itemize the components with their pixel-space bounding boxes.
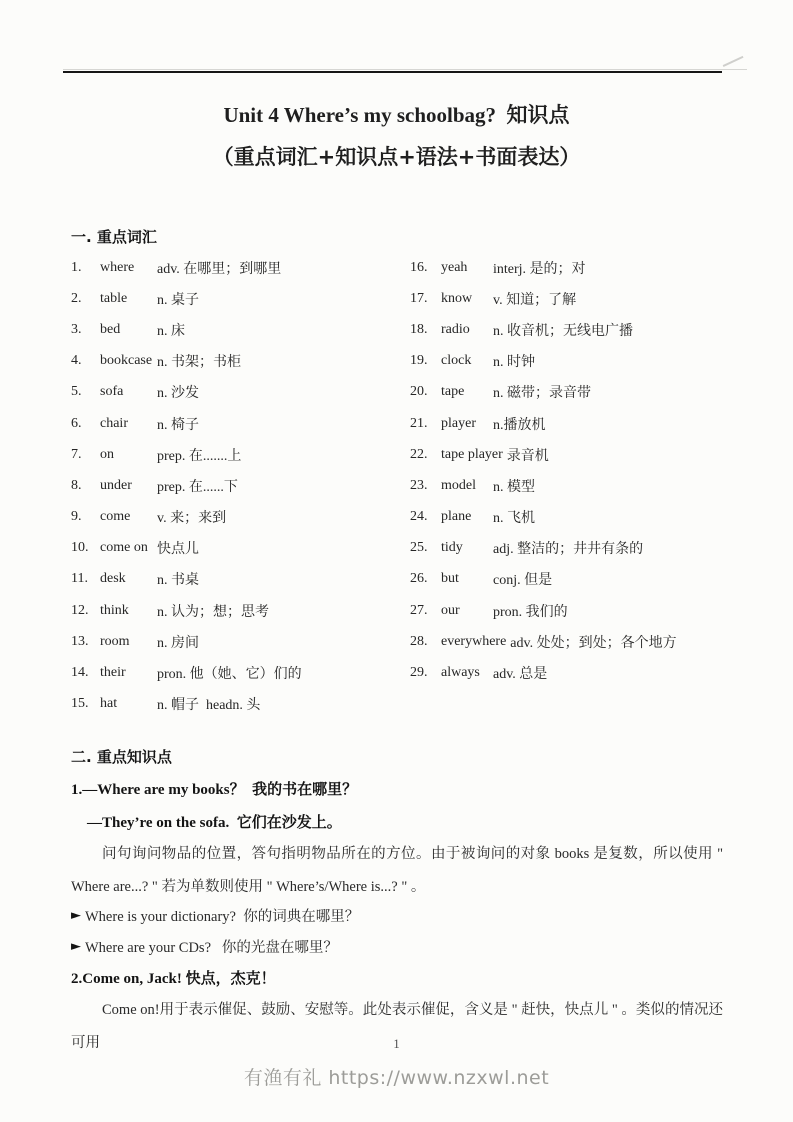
vocab-word: come on (100, 540, 148, 556)
vocab-num: 6. (71, 415, 82, 431)
vocab-entry (71, 283, 410, 314)
vocab-meaning: interj. 是的；对 (493, 261, 586, 277)
vocab-entry (71, 502, 410, 533)
vocab-entry (71, 346, 410, 377)
vocab-num: 10. (71, 540, 89, 556)
vocab-word: model (441, 477, 476, 493)
vocab-num: 29. (410, 665, 428, 681)
example-line-2 (71, 936, 338, 957)
vocab-num: 25. (410, 540, 428, 556)
vocab-num: 1. (71, 259, 82, 275)
vocab-meaning: n. 书桌 (157, 573, 199, 589)
page-title: Unit 4 Where’s my schoolbag? 知识点 (223, 103, 570, 127)
scan-artifact (723, 56, 748, 75)
vocab-num: 8. (71, 477, 82, 493)
point2-note: Come on!用于表示催促、鼓励、安慰等。此处表示催促，含义是 " 赶快，快点儿 " 。类似的情况还可用 (71, 1002, 723, 1051)
vocab-word: player (441, 415, 476, 431)
vocab-entry (410, 626, 731, 657)
vocab-word: sofa (100, 384, 124, 400)
page-number: 1 (393, 1037, 400, 1051)
vocab-meaning: n.播放机 (493, 417, 546, 433)
vocab-word: radio (441, 321, 470, 337)
vocab-meaning: n. 飞机 (493, 511, 535, 527)
vocab-word: know (441, 290, 473, 306)
vocab-meaning: conj. 但是 (493, 573, 553, 589)
section-heading-vocabulary: 一. 重点词汇 (71, 228, 157, 246)
vocab-meaning: n. 认为；想；思考 (157, 604, 269, 620)
vocab-word: always (441, 665, 480, 681)
vocab-meaning: prep. 在......下 (157, 479, 238, 495)
vocab-num: 7. (71, 446, 82, 462)
vocab-word: where (100, 259, 135, 275)
vocab-column-left (71, 252, 410, 720)
vocab-meaning: n. 床 (157, 323, 185, 339)
vocab-word: table (100, 290, 128, 306)
vocab-word: desk (100, 571, 126, 587)
vocab-meaning: n. 沙发 (157, 386, 199, 402)
vocab-word: clock (441, 353, 472, 369)
vocab-entry (410, 595, 731, 626)
vocab-word: their (100, 665, 126, 681)
page-subtitle: （重点词汇+知识点+语法+书面表达） (212, 145, 581, 169)
vocab-num: 9. (71, 509, 82, 525)
vocab-meaning: n. 房间 (157, 635, 199, 651)
vocab-num: 18. (410, 321, 428, 337)
vocab-num: 19. (410, 353, 428, 369)
vocab-word: chair (100, 415, 128, 431)
vocab-num: 4. (71, 353, 82, 369)
vocab-word: tape (441, 384, 465, 400)
vocab-word: on (100, 446, 114, 462)
vocab-entry (71, 314, 410, 345)
vocab-meaning: n. 时钟 (493, 355, 535, 371)
example1-text: Where is your dictionary? 你的词典在哪里？ (85, 909, 360, 925)
vocab-word: yeah (441, 259, 468, 275)
vocab-meaning: 快点儿 (157, 542, 199, 558)
vocab-entry (71, 657, 410, 688)
vocab-num: 24. (410, 509, 428, 525)
vocab-num: 11. (71, 571, 88, 587)
vocab-meaning: pron. 他（她、它）们的 (157, 667, 302, 683)
vocab-num: 28. (410, 633, 428, 649)
vocab-word: bed (100, 321, 121, 337)
vocab-num: 21. (410, 415, 428, 431)
vocab-entry (410, 314, 731, 345)
vocab-num: 3. (71, 321, 82, 337)
vocab-meaning: n. 椅子 (157, 417, 199, 433)
header-rule (63, 71, 722, 73)
vocab-entry (410, 346, 731, 377)
vocab-meaning: n. 帽子 headn. 头 (157, 698, 261, 714)
vocab-meaning: n. 磁带；录音带 (493, 386, 591, 402)
vocab-num: 2. (71, 290, 82, 306)
vocab-num: 14. (71, 665, 89, 681)
vocab-meaning: prep. 在.......上 (157, 448, 242, 464)
vocab-meaning: v. 知道；了解 (493, 292, 577, 308)
point1-question: 1.—Where are my books？ 我的书在哪里？ (71, 782, 358, 798)
vocab-entry (410, 408, 731, 439)
vocab-num: 5. (71, 384, 82, 400)
footer-watermark-link[interactable]: 有渔有礼 https://www.nzxwl.net (243, 1067, 550, 1089)
vocab-word: tape player (441, 446, 503, 462)
vocab-entry (71, 470, 410, 501)
vocab-entry (71, 533, 410, 564)
vocab-entry (410, 533, 731, 564)
vocab-word: think (100, 602, 129, 618)
vocab-num: 23. (410, 477, 428, 493)
vocab-column-right (410, 252, 731, 720)
vocab-num: 22. (410, 446, 428, 462)
vocab-entry (71, 689, 410, 720)
vocab-meaning: n. 桌子 (157, 292, 199, 308)
vocab-meaning: 录音机 (506, 448, 549, 464)
vocab-entry (71, 252, 410, 283)
vocab-entry (71, 377, 410, 408)
vocab-entry (71, 626, 410, 657)
example-line-1 (71, 905, 359, 926)
vocab-entry (410, 252, 731, 283)
vocab-word: room (100, 633, 130, 649)
point2-heading: 2.Come on, Jack! 快点，杰克！ (71, 971, 276, 987)
vocab-num: 15. (71, 696, 89, 712)
vocab-word: come (100, 509, 131, 525)
vocabulary-list (71, 252, 731, 720)
vocab-entry (71, 595, 410, 626)
vocab-entry (71, 408, 410, 439)
vocab-entry (410, 470, 731, 501)
arrow-bullet-icon: ► (71, 908, 81, 923)
vocab-entry (410, 439, 731, 470)
vocab-meaning: pron. 我们的 (493, 604, 568, 620)
vocab-word: tidy (441, 540, 463, 556)
vocab-word: everywhere (441, 633, 507, 649)
vocab-entry (410, 657, 731, 688)
vocab-meaning: v. 来；来到 (157, 511, 227, 527)
vocab-entry (71, 564, 410, 595)
vocab-num: 17. (410, 290, 428, 306)
vocab-entry (410, 377, 731, 408)
vocab-meaning: adv. 总是 (493, 667, 548, 683)
vocab-meaning: adj. 整洁的；井井有条的 (493, 542, 644, 558)
vocab-num: 26. (410, 571, 428, 587)
arrow-bullet-icon: ► (71, 939, 81, 954)
vocab-entry (71, 439, 410, 470)
vocab-num: 20. (410, 384, 428, 400)
vocab-meaning: n. 模型 (493, 479, 535, 495)
vocab-num: 13. (71, 633, 89, 649)
vocab-meaning: adv. 在哪里；到哪里 (157, 261, 282, 277)
example2-text: Where are your CDs? 你的光盘在哪里？ (85, 940, 338, 956)
header-rule-shadow (63, 69, 747, 70)
vocab-word: plane (441, 509, 472, 525)
point1-answer: —They’re on the sofa. 它们在沙发上。 (87, 815, 342, 831)
vocab-word: but (441, 571, 459, 587)
vocab-num: 27. (410, 602, 428, 618)
vocab-word: bookcase (100, 353, 153, 369)
section-heading-knowledge: 二. 重点知识点 (71, 748, 172, 766)
vocab-meaning: n. 收音机；无线电广播 (493, 323, 633, 339)
vocab-entry (410, 283, 731, 314)
vocab-num: 12. (71, 602, 89, 618)
point1-note: 问句询问物品的位置，答句指明物品所在的方位。由于被询问的对象 books 是复数，所以使用 " Where are...? " 若为单数则使用 " Where’s/Where is...? " 。 (71, 846, 723, 895)
vocab-entry (410, 502, 731, 533)
vocab-meaning: n. 书架；书柜 (157, 355, 241, 371)
vocab-num: 16. (410, 259, 428, 275)
vocab-word: hat (100, 696, 118, 712)
vocab-meaning: adv. 处处；到处；各个地方 (510, 635, 677, 651)
vocab-word: our (441, 602, 460, 618)
vocab-word: under (100, 477, 132, 493)
vocab-entry (410, 564, 731, 595)
